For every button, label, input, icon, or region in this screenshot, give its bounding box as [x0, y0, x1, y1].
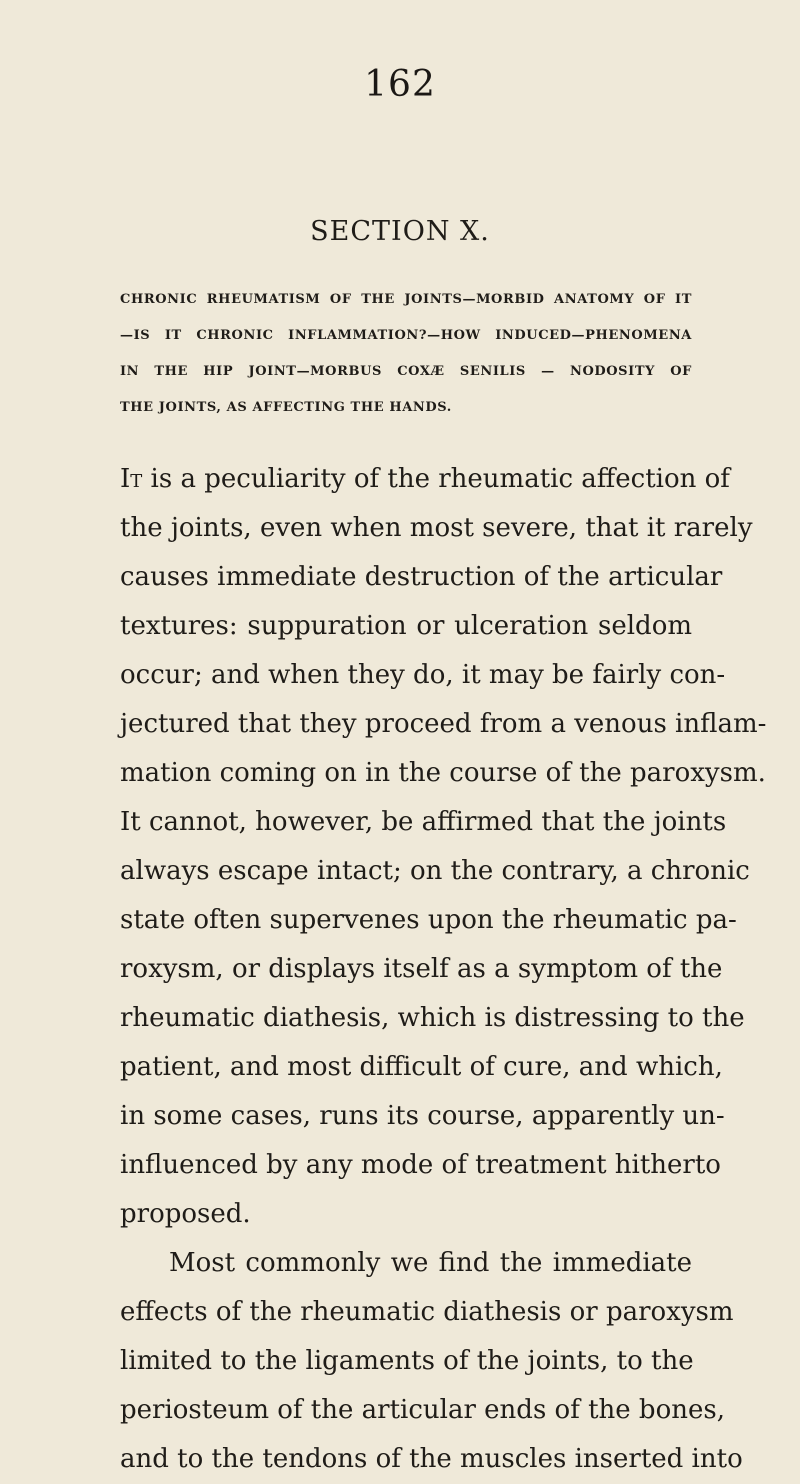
body-line: rheumatic diathesis, which is distressing to the	[120, 1003, 745, 1033]
body-line: always escape intact; on the contrary, a chronic	[120, 856, 750, 886]
body-line: limited to the ligaments of the joints, to the	[120, 1346, 694, 1376]
body-line: the joints, even when most severe, that it rarely	[120, 513, 753, 543]
summary-line: CHRONIC RHEUMATISM OF THE JOINTS—MORBID ANATOMY OF IT	[120, 292, 692, 307]
body-line: state often supervenes upon the rheumatic pa-	[120, 905, 737, 935]
page-number: 162	[364, 64, 436, 105]
body-line: causes immediate destruction of the articular	[120, 562, 723, 592]
body-line: is a peculiarity of the rheumatic affection of	[142, 464, 730, 494]
body-line: proposed.	[120, 1199, 251, 1229]
summary-line: IN THE HIP JOINT—MORBUS COXÆ SENILIS — NODOSITY OF	[120, 364, 692, 379]
body-line: patient, and most difficult of cure, and which,	[120, 1052, 723, 1082]
summary-line: THE JOINTS, AS AFFECTING THE HANDS.	[120, 400, 452, 415]
body-line: roxysm, or displays itself as a symptom of the	[120, 954, 723, 984]
first-word: It	[120, 464, 143, 494]
body-text	[120, 455, 767, 1484]
body-line: mation coming on in the course of the paroxysm.	[120, 758, 766, 788]
body-line: influenced by any mode of treatment hitherto	[120, 1150, 721, 1180]
body-line: jectured that they proceed from a venous inflam-	[120, 709, 767, 739]
summary-line: —IS IT CHRONIC INFLAMMATION?—HOW INDUCED—PHENOMENA	[120, 328, 692, 343]
body-line: occur; and when they do, it may be fairly con-	[120, 660, 726, 690]
body-line: effects of the rheumatic diathesis or paroxysm	[120, 1297, 734, 1327]
section-summary	[120, 282, 692, 426]
body-line: periosteum of the articular ends of the bones,	[120, 1395, 725, 1425]
section-title: SECTION X.	[310, 216, 490, 247]
body-line: textures: suppuration or ulceration seldom	[120, 611, 692, 641]
body-line: in some cases, runs its course, apparently un-	[120, 1101, 725, 1131]
body-line-first	[120, 455, 730, 504]
body-line: It cannot, however, be affirmed that the joints	[120, 807, 727, 837]
body-line: and to the tendons of the muscles inserted into	[120, 1444, 743, 1474]
body-line: Most commonly we find the immediate	[169, 1248, 692, 1278]
